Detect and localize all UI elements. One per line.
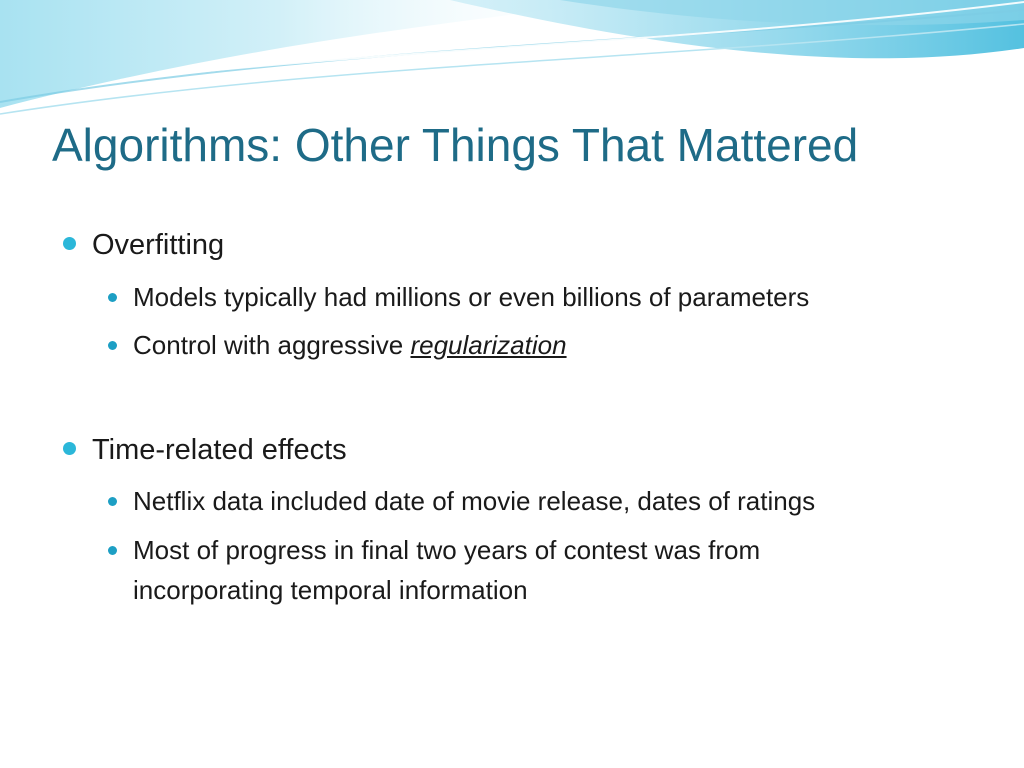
bullet-overfitting (92, 225, 224, 265)
bullet-dot-icon (108, 546, 117, 555)
bullet-text-line-1: Most of progress in final two years of contest was from (133, 535, 761, 565)
bullet-text: Netflix data included date of movie release, dates of ratings (133, 486, 816, 516)
slide-title: Algorithms: Other Things That Mattered (52, 119, 859, 171)
sub-bullet-parameters (133, 277, 809, 317)
bullet-dot-icon (108, 341, 117, 350)
bullet-dot-icon (108, 497, 117, 506)
bullet-text: Control with aggressive (133, 330, 411, 360)
sub-bullet-progress (133, 530, 760, 570)
bullet-dot-icon (63, 442, 76, 455)
bullet-dot-icon (63, 237, 76, 250)
bullet-text-line-2: incorporating temporal information (133, 575, 528, 605)
bullet-text: Overfitting (92, 229, 225, 261)
bullet-time-related (92, 430, 347, 470)
bullet-dot-icon (108, 293, 117, 302)
sub-bullet-netflix-data (133, 481, 815, 521)
emphasized-term: regularization (410, 330, 567, 360)
sub-bullet-progress-continued (133, 570, 528, 610)
bullet-text: Models typically had millions or even billions of parameters (133, 282, 810, 312)
sub-bullet-regularization (133, 325, 567, 365)
bullet-text: Time-related effects (92, 434, 347, 466)
